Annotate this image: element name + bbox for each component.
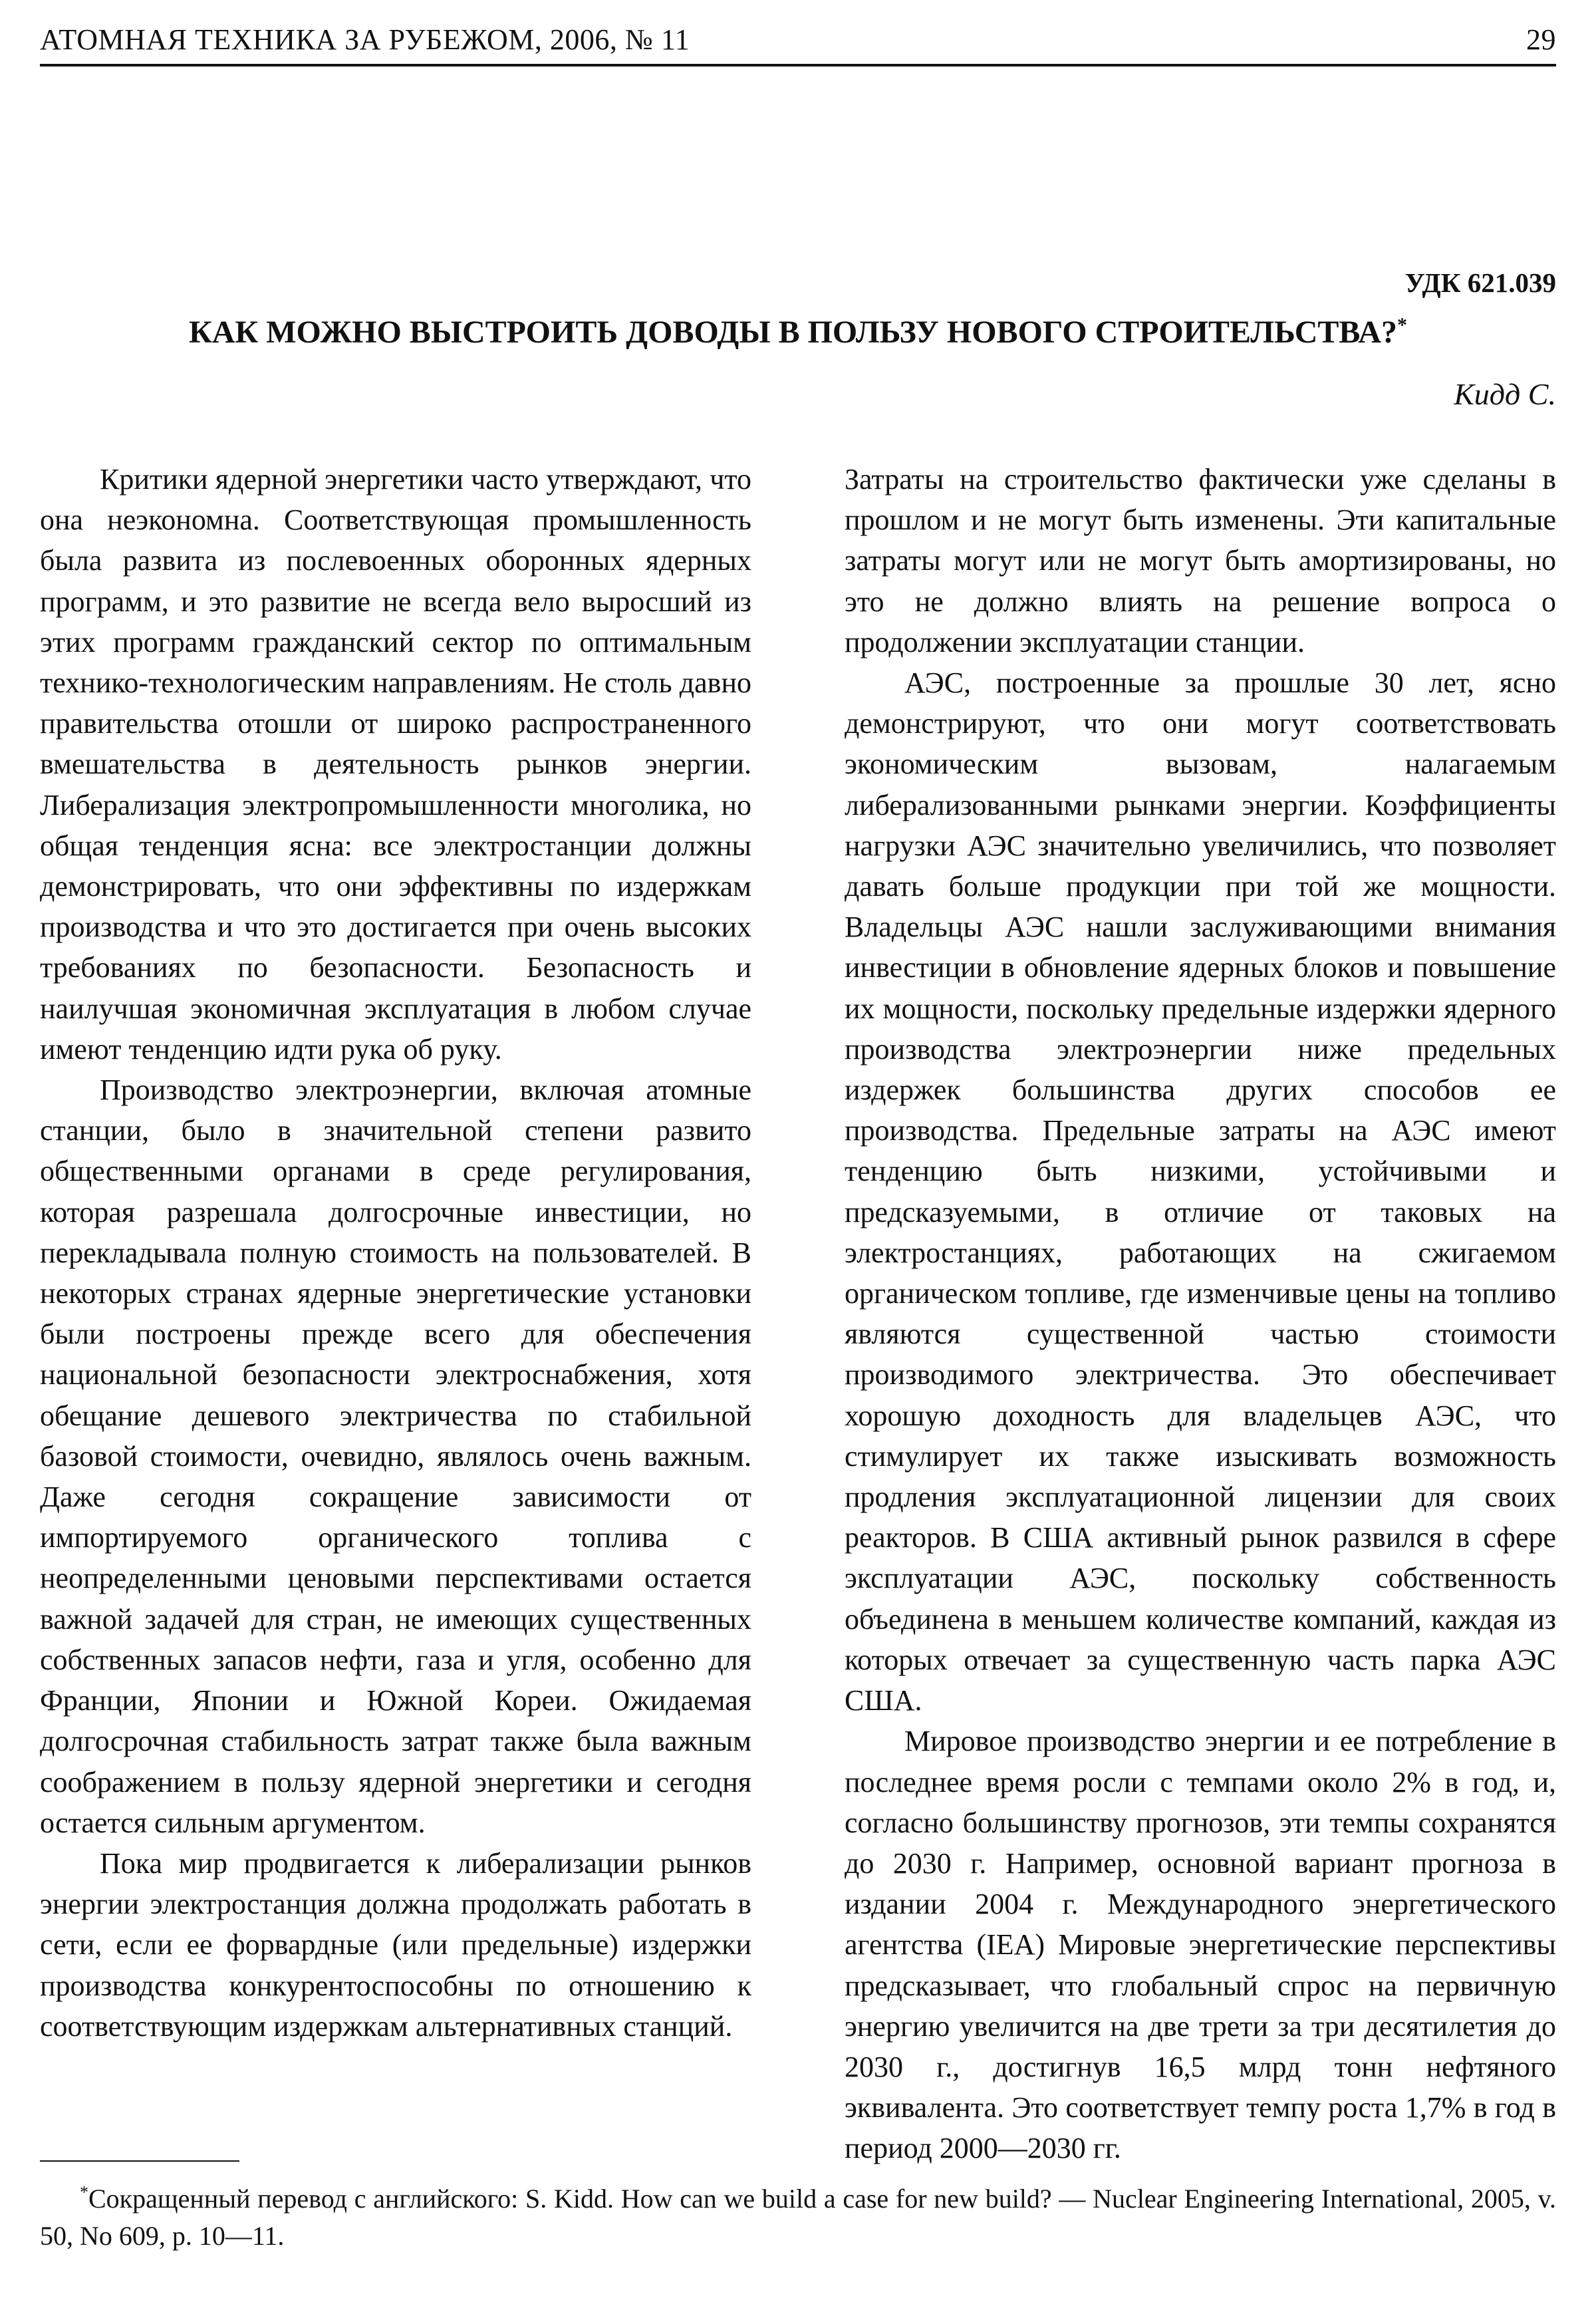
article-title xyxy=(40,313,1556,353)
footnote-mark: * xyxy=(80,2182,88,2202)
right-column xyxy=(845,459,1556,2169)
article-title-text: КАК МОЖНО ВЫСТРОИТЬ ДОВОДЫ В ПОЛЬЗУ НОВОГО СТРОИТЕЛЬСТВА? xyxy=(188,315,1398,350)
page-number: 29 xyxy=(1526,23,1556,56)
footnote-text: Сокращенный перевод с английского: S. Kidd. How can we build a case for new build? — Nuclear Engineering International, 2005, v. 50, No 609, p. 10—11. xyxy=(40,2184,1556,2251)
paragraph: Пока мир продвигается к либерализации рынков энергии электростанция должна продолжать работать в сети, если ее форвардные (или предельные) издержки производства конкурентоспособны по отношению к соответствующим издержкам альтернативных станций. xyxy=(40,1846,751,2043)
footnote xyxy=(40,2180,1556,2255)
journal-title: АТОМНАЯ ТЕХНИКА ЗА РУБЕЖОМ, 2006, № 11 xyxy=(40,23,690,56)
title-footnote-mark: * xyxy=(1397,314,1408,336)
article-author: Кидд С. xyxy=(1454,377,1556,411)
paragraph: Мировое производство энергии и ее потребление в последнее время росли с темпами около 2% в год, и, согласно большинству прогнозов, эти темпы сохранятся до 2030 г. Например, основной вариант прогноза в издании 2004 г. Международного энергетического агентства (IEA) Мировые энергетические перспективы предсказывает, что глобальный спрос на первичную энергию увеличится на две трети за три десятилетия до 2030 г., достигнув 16,5 млрд тонн нефтяного эквивалента. Это соответствует темпу роста 1,7% в год в период 2000—2030 гг. xyxy=(845,1725,1556,2165)
udc-code: УДК 621.039 xyxy=(1404,267,1556,298)
header-rule xyxy=(40,64,1556,67)
paragraph: Критики ядерной энергетики часто утверждают, что она неэкономна. Соответствующая промышленность была развита из послевоенных оборонных ядерных программ, и это развитие не всегда вело выросший из этих программ гражданский сектор по оптимальным технико-технологическим направлениям. Не столь давно правительства отошли от широко распространенного вмешательства в деятельность рынков энергии. Либерализация электропромышленности многолика, но общая тенденция ясна: все электростанции должны демонстрировать, что они эффективны по издержкам производства и что это достигается при очень высоких требованиях по безопасности. Безопасность и наилучшая экономичная эксплуатация в любом случае имеют тенденцию идти рука об руку. xyxy=(40,463,751,1066)
footnote-rule xyxy=(40,2160,239,2162)
running-header xyxy=(40,20,1556,60)
paragraph-continued: Затраты на строительство фактически уже сделаны в прошлом и не могут быть изменены. Эти капитальные затраты могут или не могут быть амортизированы, но это не должно влиять на решение вопроса о продолжении эксплуатации станции. xyxy=(845,463,1556,658)
paragraph: АЭС, построенные за прошлые 30 лет, ясно демонстрируют, что они могут соответствовать экономическим вызовам, налагаемым либерализованными рынками энергии. Коэффициенты нагрузки АЭС значительно увеличились, что позволяет давать больше продукции при той же мощности. Владельцы АЭС нашли заслуживающими внимания инвестиции в обновление ядерных блоков и повышение их мощности, поскольку предельные издержки ядерного производства электроэнергии ниже предельных издержек большинства других способов ее производства. Предельные затраты на АЭС имеют тенденцию быть низкими, устойчивыми и предсказуемыми, в отличие от таковых на электростанциях, работающих на сжигаемом органическом топливе, где изменчивые цены на топливо являются существенной частью стоимости производимого электричества. Это обеспечивает хорошую доходность для владельцев АЭС, что стимулирует их также изыскивать возможность продления эксплуатационной лицензии для своих реакторов. В США активный рынок развился в сфере эксплуатации АЭС, поскольку собственность объединена в меньшем количестве компаний, каждая из которых отвечает за существенную часть парка АЭС США. xyxy=(845,666,1556,1717)
journal-page xyxy=(40,20,1556,2288)
paragraph: Производство электроэнергии, включая атомные станции, было в значительной степени развито общественными органами в среде регулирования, которая разрешала долгосрочные инвестиции, но перекладывала полную стоимость на пользователей. В некоторых странах ядерные энергетические установки были построены прежде всего для обеспечения национальной безопасности электроснабжения, хотя обещание дешевого электричества по стабильной базовой стоимости, очевидно, являлось очень важным. Даже сегодня сокращение зависимости от импортируемого органического топлива с неопределенными ценовыми перспективами остается важной задачей для стран, не имеющих существенных собственных запасов нефти, газа и угля, особенно для Франции, Японии и Южной Кореи. Ожидаемая долгосрочная стабильность затрат также была важным соображением в пользу ядерной энергетики и сегодня остается сильным аргументом. xyxy=(40,1074,751,1839)
left-column xyxy=(40,459,751,2047)
